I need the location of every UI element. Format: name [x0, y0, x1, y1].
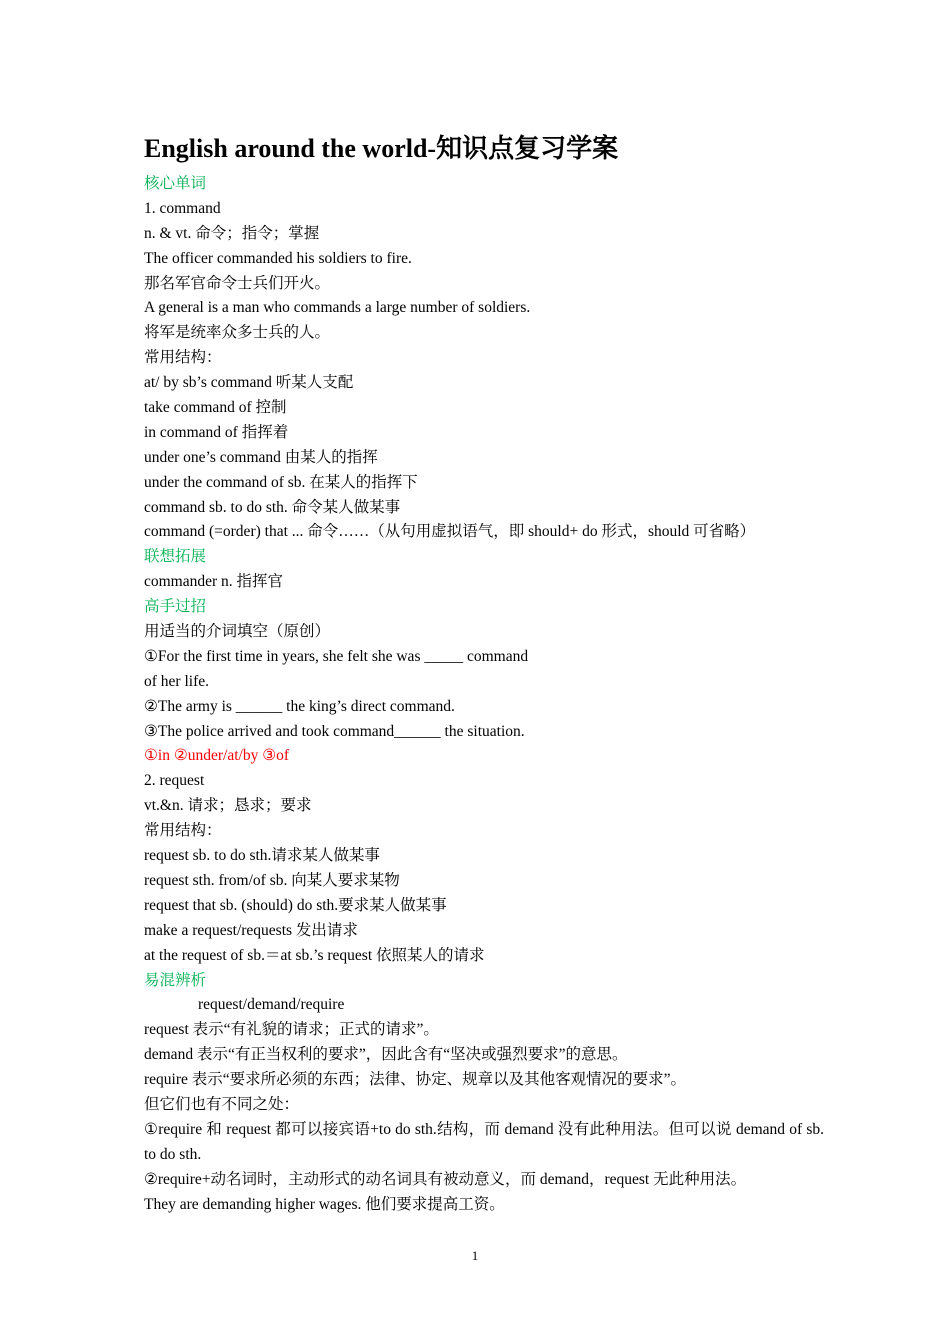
- example-english: A general is a man who commands a large number of soldiers.: [144, 299, 531, 317]
- confusable-words: request/demand/require: [198, 996, 345, 1014]
- structure-item: under one’s command 由某人的指挥: [144, 448, 378, 466]
- difference-item: ①require 和 request 都可以接宾语+to do sth.结构，而 demand 没有此种用法。但可以说 demand of sb. to do sth.: [144, 1120, 824, 1163]
- structure-item: in command of 指挥着: [144, 423, 289, 441]
- explanation-item: 但它们也有不同之处：: [144, 1095, 300, 1113]
- structure-item: command sb. to do sth. 命令某人做某事: [144, 498, 401, 516]
- structure-item: request sb. to do sth.请求某人做某事: [144, 847, 380, 865]
- structure-item: make a request/requests 发出请求: [144, 921, 358, 939]
- structure-item: command (=order) that ... 命令……（从句用虚拟语气，即 should+ do 形式，should 可省略）: [144, 523, 756, 541]
- page-title: English around the world-知识点复习学案: [144, 134, 619, 163]
- example-chinese: 将军是统率众多士兵的人。: [144, 324, 331, 342]
- structure-item: at/ by sb’s command 听某人支配: [144, 374, 354, 392]
- practice-item: ②The army is ______ the king’s direct command.: [144, 697, 455, 715]
- word-definition: n. & vt. 命令；指令；掌握: [144, 224, 320, 242]
- structure-label: 常用结构：: [144, 349, 222, 367]
- explanation-item: request 表示“有礼貌的请求；正式的请求”。: [144, 1021, 439, 1039]
- example-english: The officer commanded his soldiers to fire.: [144, 249, 412, 267]
- word-definition: vt.&n. 请求；恳求；要求: [144, 797, 312, 815]
- section-heading-core-words: 核心单词: [144, 175, 207, 192]
- practice-answer: ①in ②under/at/by ③of: [144, 747, 289, 765]
- extension-text: commander n. 指挥官: [144, 573, 284, 591]
- practice-item: ③The police arrived and took command______ the situation.: [144, 722, 525, 740]
- practice-item: ①For the first time in years, she felt she was _____ command: [144, 647, 529, 665]
- word-heading-request: 2. request: [144, 772, 205, 790]
- document-page: [144, 130, 824, 1217]
- section-heading-extension: 联想拓展: [144, 548, 207, 566]
- word-heading-command: 1. command: [144, 199, 221, 217]
- explanation-item: require 表示“要求所必须的东西；法律、协定、规章以及其他客观情况的要求”。: [144, 1071, 687, 1089]
- structure-item: request sth. from/of sb. 向某人要求某物: [144, 871, 400, 889]
- practice-instruction: 用适当的介词填空（原创）: [144, 623, 331, 641]
- structure-item: take command of 控制: [144, 399, 287, 417]
- difference-item: ②require+动名词时，主动形式的动名词具有被动意义，而 demand，request 无此种用法。: [144, 1170, 747, 1188]
- practice-item: of her life.: [144, 672, 209, 690]
- structure-item: request that sb. (should) do sth.要求某人做某事: [144, 896, 447, 914]
- structure-label: 常用结构：: [144, 822, 222, 840]
- structure-item: at the request of sb.＝at sb.’s request 依照某人的请求: [144, 946, 485, 964]
- example-sentence: They are demanding higher wages. 他们要求提高工资。: [144, 1195, 505, 1213]
- section-heading-confusable: 易混辨析: [144, 971, 207, 989]
- section-heading-practice: 高手过招: [144, 598, 207, 616]
- structure-item: under the command of sb. 在某人的指挥下: [144, 473, 418, 491]
- explanation-item: demand 表示“有正当权利的要求”，因此含有“坚决或强烈要求”的意思。: [144, 1046, 628, 1064]
- example-chinese: 那名军官命令士兵们开火。: [144, 274, 331, 292]
- page-number: 1: [471, 1248, 479, 1263]
